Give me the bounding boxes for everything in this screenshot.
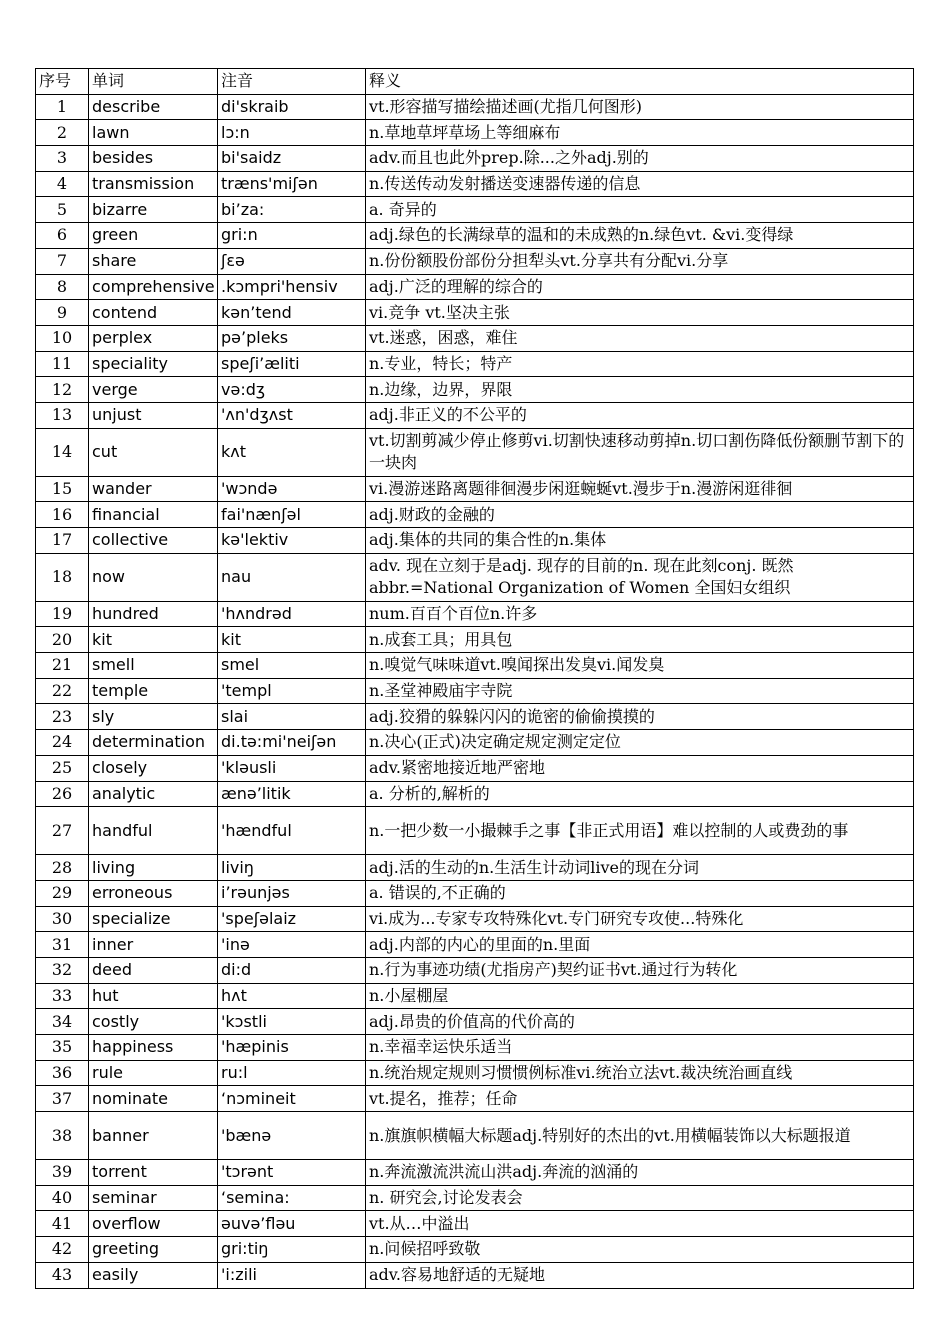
row-definition: adv.而且也此外prep.除...之外adj.别的 [366, 146, 914, 172]
row-index: 3 [36, 146, 89, 172]
table-row [36, 377, 914, 403]
row-definition: adj.广泛的理解的综合的 [366, 274, 914, 300]
row-index: 20 [36, 627, 89, 653]
row-index: 15 [36, 476, 89, 502]
row-index: 7 [36, 248, 89, 274]
table-row [36, 94, 914, 120]
row-definition: vt.形容描写描绘描述画(尤指几何图形) [366, 94, 914, 120]
row-word: verge [89, 377, 218, 403]
row-index: 1 [36, 94, 89, 120]
row-index: 19 [36, 601, 89, 627]
table-row [36, 1009, 914, 1035]
row-word: analytic [89, 781, 218, 807]
row-word: banner [89, 1112, 218, 1160]
row-word: sly [89, 704, 218, 730]
row-word: bizarre [89, 197, 218, 223]
row-definition: adj.内部的内心的里面的n.里面 [366, 932, 914, 958]
table-row [36, 248, 914, 274]
row-word: torrent [89, 1160, 218, 1186]
table-row [36, 957, 914, 983]
row-definition: n. 研究会,讨论发表会 [366, 1185, 914, 1211]
row-word: specialize [89, 906, 218, 932]
row-phonetic: bi'saidz [218, 146, 366, 172]
row-definition: n.份份额股份部份分担犁头vt.分享共有分配vi.分享 [366, 248, 914, 274]
row-phonetic: slai [218, 704, 366, 730]
row-index: 23 [36, 704, 89, 730]
row-definition: vt.切割剪减少停止修剪vi.切割快速移动剪掉n.切口割伤降低份额删节割下的一块肉 [366, 428, 914, 476]
row-phonetic: 'hændful [218, 807, 366, 855]
table-row [36, 730, 914, 756]
row-word: greeting [89, 1237, 218, 1263]
table-row [36, 528, 914, 554]
row-word: easily [89, 1262, 218, 1288]
row-word: besides [89, 146, 218, 172]
row-phonetic: 'kləusli [218, 755, 366, 781]
row-definition: vi.漫游迷路离题徘徊漫步闲逛蜿蜒vt.漫步于n.漫游闲逛徘徊 [366, 476, 914, 502]
row-phonetic: 'i:zili [218, 1262, 366, 1288]
row-index: 31 [36, 932, 89, 958]
row-word: temple [89, 678, 218, 704]
row-definition: n.小屋棚屋 [366, 983, 914, 1009]
row-definition: vi.竞争 vt.坚决主张 [366, 300, 914, 326]
row-index: 35 [36, 1035, 89, 1061]
row-definition: n.草地草坪草场上等细麻布 [366, 120, 914, 146]
table-row [36, 325, 914, 351]
row-definition: n.圣堂神殿庙宇寺院 [366, 678, 914, 704]
row-word: transmission [89, 171, 218, 197]
row-index: 37 [36, 1086, 89, 1112]
row-definition: n.专业，特长；特产 [366, 351, 914, 377]
row-definition: adv. 现在立刻于是adj. 现存的目前的n. 现在此刻conj. 既然abbr.=National Organization of Women 全国妇女组织 [366, 553, 914, 601]
row-phonetic: ‘semina: [218, 1185, 366, 1211]
row-definition: n.成套工具；用具包 [366, 627, 914, 653]
row-phonetic: ru:l [218, 1060, 366, 1086]
row-index: 40 [36, 1185, 89, 1211]
header-phonetic: 注音 [218, 69, 366, 95]
row-definition: n.统治规定规则习惯惯例标准vi.统治立法vt.裁决统治画直线 [366, 1060, 914, 1086]
table-row [36, 678, 914, 704]
table-row [36, 476, 914, 502]
row-index: 39 [36, 1160, 89, 1186]
row-phonetic: smel [218, 653, 366, 679]
row-index: 12 [36, 377, 89, 403]
table-row [36, 983, 914, 1009]
row-index: 43 [36, 1262, 89, 1288]
table-row [36, 1211, 914, 1237]
row-phonetic: gri:tiŋ [218, 1237, 366, 1263]
row-index: 21 [36, 653, 89, 679]
row-definition: adj.活的生动的n.生活生计动词live的现在分词 [366, 855, 914, 881]
row-word: costly [89, 1009, 218, 1035]
row-word: lawn [89, 120, 218, 146]
row-phonetic: ʃεə [218, 248, 366, 274]
row-word: contend [89, 300, 218, 326]
table-row [36, 1060, 914, 1086]
row-index: 38 [36, 1112, 89, 1160]
table-row [36, 300, 914, 326]
header-row [36, 69, 914, 95]
row-index: 27 [36, 807, 89, 855]
table-row [36, 781, 914, 807]
table-row [36, 653, 914, 679]
row-phonetic: gri:n [218, 223, 366, 249]
row-index: 2 [36, 120, 89, 146]
row-definition: n.传送传动发射播送变速器传递的信息 [366, 171, 914, 197]
row-phonetic: 'bænə [218, 1112, 366, 1160]
table-row [36, 807, 914, 855]
row-phonetic: di:d [218, 957, 366, 983]
row-word: perplex [89, 325, 218, 351]
row-index: 13 [36, 402, 89, 428]
row-phonetic: 'speʃəlaiz [218, 906, 366, 932]
row-index: 6 [36, 223, 89, 249]
row-definition: vt.迷惑，困惑，难住 [366, 325, 914, 351]
row-word: collective [89, 528, 218, 554]
row-phonetic: kit [218, 627, 366, 653]
row-word: comprehensive [89, 274, 218, 300]
row-phonetic: speʃi’æliti [218, 351, 366, 377]
row-index: 8 [36, 274, 89, 300]
row-definition: adj.昂贵的价值高的代价高的 [366, 1009, 914, 1035]
table-row [36, 1160, 914, 1186]
row-word: green [89, 223, 218, 249]
row-index: 34 [36, 1009, 89, 1035]
table-row [36, 1185, 914, 1211]
table-row [36, 906, 914, 932]
row-word: smell [89, 653, 218, 679]
row-word: handful [89, 807, 218, 855]
row-word: speciality [89, 351, 218, 377]
vocabulary-table [35, 68, 914, 1289]
row-phonetic: və:dʒ [218, 377, 366, 403]
row-word: happiness [89, 1035, 218, 1061]
row-phonetic: bi’za: [218, 197, 366, 223]
row-phonetic: 'tɔrənt [218, 1160, 366, 1186]
row-phonetic: .kɔmpri'hensiv [218, 274, 366, 300]
row-index: 10 [36, 325, 89, 351]
row-phonetic: liviŋ [218, 855, 366, 881]
table-row [36, 627, 914, 653]
table-row [36, 880, 914, 906]
row-phonetic: 'wɔndə [218, 476, 366, 502]
row-phonetic: ænə’litik [218, 781, 366, 807]
row-word: seminar [89, 1185, 218, 1211]
row-index: 26 [36, 781, 89, 807]
row-index: 30 [36, 906, 89, 932]
table-row [36, 1262, 914, 1288]
row-word: hut [89, 983, 218, 1009]
row-phonetic: fai'nænʃəl [218, 502, 366, 528]
row-index: 29 [36, 880, 89, 906]
table-row [36, 351, 914, 377]
row-definition: a. 分析的,解析的 [366, 781, 914, 807]
table-row [36, 755, 914, 781]
row-index: 41 [36, 1211, 89, 1237]
row-index: 25 [36, 755, 89, 781]
row-definition: n.一把少数一小撮棘手之事【非正式用语】难以控制的人或费劲的事 [366, 807, 914, 855]
row-definition: n.问候招呼致敬 [366, 1237, 914, 1263]
row-index: 17 [36, 528, 89, 554]
row-definition: n.边缘，边界，界限 [366, 377, 914, 403]
row-phonetic: 'hæpinis [218, 1035, 366, 1061]
header-definition: 释义 [366, 69, 914, 95]
row-definition: vt.提名，推荐；任命 [366, 1086, 914, 1112]
row-word: share [89, 248, 218, 274]
row-definition: a. 奇异的 [366, 197, 914, 223]
row-index: 5 [36, 197, 89, 223]
row-word: kit [89, 627, 218, 653]
row-definition: vi.成为...专家专攻特殊化vt.专门研究专攻使...特殊化 [366, 906, 914, 932]
row-definition: adv.容易地舒适的无疑地 [366, 1262, 914, 1288]
table-row [36, 223, 914, 249]
row-word: financial [89, 502, 218, 528]
row-phonetic: 'templ [218, 678, 366, 704]
row-word: unjust [89, 402, 218, 428]
row-index: 28 [36, 855, 89, 881]
row-word: deed [89, 957, 218, 983]
row-index: 9 [36, 300, 89, 326]
row-definition: a. 错误的,不正确的 [366, 880, 914, 906]
row-word: describe [89, 94, 218, 120]
row-index: 11 [36, 351, 89, 377]
header-word: 单词 [89, 69, 218, 95]
table-row [36, 1035, 914, 1061]
row-word: hundred [89, 601, 218, 627]
row-definition: adj.集体的共同的集合性的n.集体 [366, 528, 914, 554]
row-definition: n.幸福幸运快乐适当 [366, 1035, 914, 1061]
row-definition: num.百百个百位n.许多 [366, 601, 914, 627]
row-phonetic: 'hʌndrəd [218, 601, 366, 627]
row-word: erroneous [89, 880, 218, 906]
row-word: rule [89, 1060, 218, 1086]
row-phonetic: i’rəunjəs [218, 880, 366, 906]
row-word: closely [89, 755, 218, 781]
table-row [36, 704, 914, 730]
row-phonetic: di'skraib [218, 94, 366, 120]
table-row [36, 120, 914, 146]
row-definition: n.行为事迹功绩(尤指房产)契约证书vt.通过行为转化 [366, 957, 914, 983]
row-index: 18 [36, 553, 89, 601]
table-row [36, 146, 914, 172]
row-word: now [89, 553, 218, 601]
row-phonetic: 'kɔstli [218, 1009, 366, 1035]
row-index: 22 [36, 678, 89, 704]
row-phonetic: 'inə [218, 932, 366, 958]
row-phonetic: 'ʌn'dʒʌst [218, 402, 366, 428]
row-phonetic: træns'miʃən [218, 171, 366, 197]
table-row [36, 932, 914, 958]
row-phonetic: kʌt [218, 428, 366, 476]
table-row [36, 1112, 914, 1160]
row-definition: adj.狡猾的躲躲闪闪的诡密的偷偷摸摸的 [366, 704, 914, 730]
row-index: 42 [36, 1237, 89, 1263]
row-definition: n.旗旗帜横幅大标题adj.特别好的杰出的vt.用横幅装饰以大标题报道 [366, 1112, 914, 1160]
table-row [36, 1237, 914, 1263]
row-phonetic: kən’tend [218, 300, 366, 326]
row-word: nominate [89, 1086, 218, 1112]
table-row [36, 601, 914, 627]
row-index: 14 [36, 428, 89, 476]
row-definition: adj.绿色的长满绿草的温和的未成熟的n.绿色vt. &vi.变得绿 [366, 223, 914, 249]
row-word: living [89, 855, 218, 881]
row-phonetic: hʌt [218, 983, 366, 1009]
table-row [36, 553, 914, 601]
table-row [36, 428, 914, 476]
row-definition: adj.非正义的不公平的 [366, 402, 914, 428]
header-index: 序号 [36, 69, 89, 95]
row-index: 36 [36, 1060, 89, 1086]
row-phonetic: nau [218, 553, 366, 601]
row-definition: n.嗅觉气味味道vt.嗅闻探出发臭vi.闻发臭 [366, 653, 914, 679]
row-definition: n.奔流激流洪流山洪adj.奔流的汹涌的 [366, 1160, 914, 1186]
row-phonetic: əuvə’fləu [218, 1211, 366, 1237]
table-row [36, 855, 914, 881]
row-word: cut [89, 428, 218, 476]
row-word: overflow [89, 1211, 218, 1237]
row-phonetic: ‘nɔmineit [218, 1086, 366, 1112]
row-phonetic: kə'lektiv [218, 528, 366, 554]
table-row [36, 197, 914, 223]
row-index: 4 [36, 171, 89, 197]
table-row [36, 402, 914, 428]
row-phonetic: di.tə:mi'neiʃən [218, 730, 366, 756]
row-index: 33 [36, 983, 89, 1009]
row-phonetic: lɔ:n [218, 120, 366, 146]
table-row [36, 171, 914, 197]
row-definition: adj.财政的金融的 [366, 502, 914, 528]
table-row [36, 274, 914, 300]
row-definition: adv.紧密地接近地严密地 [366, 755, 914, 781]
row-phonetic: pə’pleks [218, 325, 366, 351]
row-index: 24 [36, 730, 89, 756]
row-word: inner [89, 932, 218, 958]
table-row [36, 1086, 914, 1112]
row-definition: n.决心(正式)决定确定规定测定定位 [366, 730, 914, 756]
row-index: 32 [36, 957, 89, 983]
row-definition: vt.从…中溢出 [366, 1211, 914, 1237]
row-word: wander [89, 476, 218, 502]
table-row [36, 502, 914, 528]
row-index: 16 [36, 502, 89, 528]
row-word: determination [89, 730, 218, 756]
